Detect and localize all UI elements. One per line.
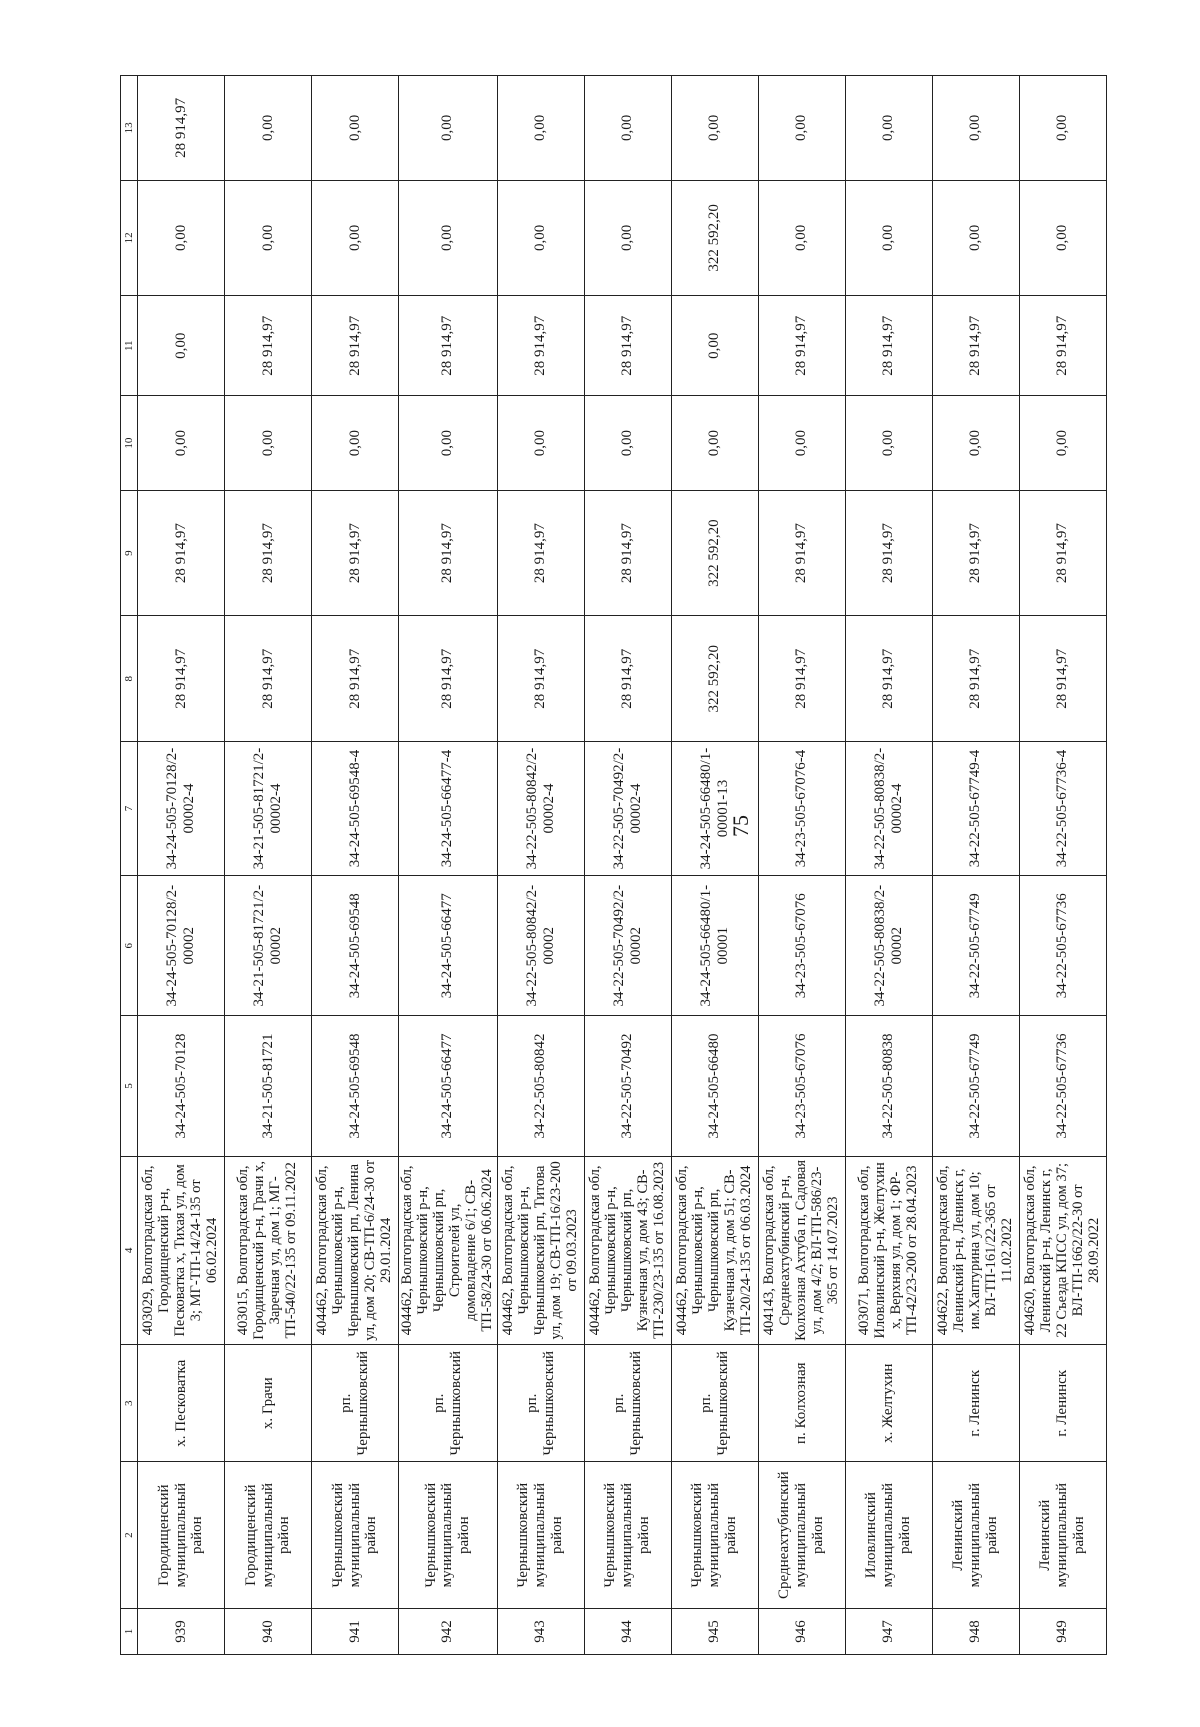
- rotated-sheet: [120, 75, 1102, 1655]
- amount-cell: 28 914,97: [225, 295, 312, 396]
- settlement-cell: рп. Чернышковский: [584, 1345, 671, 1462]
- row-number-cell: 941: [312, 1608, 399, 1654]
- amount-cell: 28 914,97: [758, 295, 845, 396]
- row-number-cell: 947: [845, 1608, 932, 1654]
- code-full-cell: 34-22-505-70492/2-00002-4: [584, 742, 671, 876]
- settlement-cell: г. Ленинск: [932, 1345, 1019, 1462]
- col-number: 4: [121, 1156, 138, 1344]
- amount-cell: 0,00: [138, 180, 225, 295]
- amount-cell: 0,00: [225, 180, 312, 295]
- district-cell: Городищенский муниципальный район: [225, 1462, 312, 1609]
- address-cell: 404462, Волгоградская обл, Чернышковский р-н, Чернышковский рп, Строителей ул, домовладение 6/1; СВ-ТП-58/24-30 от 06.06.2024: [399, 1156, 498, 1344]
- col-number: 8: [121, 616, 138, 742]
- code-sub-cell: 34-22-505-70492/2-00002: [584, 876, 671, 1016]
- code-cell: 34-22-505-70492: [584, 1016, 671, 1156]
- table-row: [845, 76, 932, 1655]
- table-row: [225, 76, 312, 1655]
- amount-cell: 0,00: [584, 76, 671, 181]
- amount-cell: 28 914,97: [584, 616, 671, 742]
- address-cell: 404622, Волгоградская обл, Ленинский р-н, Ленинск г, им.Хаптурина ул, дом 10; ВЛ-ТП-161/22-365 от 11.02.2022: [932, 1156, 1019, 1344]
- table-row: [932, 76, 1019, 1655]
- address-cell: 404620, Волгоградская обл, Ленинский р-н, Ленинск г, 22 Съезда КПСС ул, дом 37; ВЛ-ТП-1662/22-30 от 28.09.2022: [1019, 1156, 1106, 1344]
- code-sub-cell: 34-22-505-80842/2-00002: [497, 876, 584, 1016]
- amount-cell: 28 914,97: [932, 490, 1019, 616]
- district-cell: Чернышковский муниципальный район: [399, 1462, 498, 1609]
- amount-cell: 28 914,97: [932, 295, 1019, 396]
- amount-cell: 28 914,97: [584, 295, 671, 396]
- table-row: [758, 76, 845, 1655]
- settlement-cell: рп. Чернышковский: [671, 1345, 758, 1462]
- code-cell: 34-22-505-80838: [845, 1016, 932, 1156]
- code-full-cell: 34-22-505-80842/2-00002-4: [497, 742, 584, 876]
- amount-cell: 0,00: [845, 180, 932, 295]
- code-cell: 34-22-505-67749: [932, 1016, 1019, 1156]
- amount-cell: 0,00: [225, 76, 312, 181]
- amount-cell: 0,00: [399, 396, 498, 490]
- address-cell: 403071, Волгоградская обл, Иловлинский р-н, Желтухин х, Верхняя ул, дом 1; ФР-ТП-42/23-200 от 28.04.2023: [845, 1156, 932, 1344]
- district-cell: Среднеахтубинский муниципальный район: [758, 1462, 845, 1609]
- amount-cell: 28 914,97: [497, 490, 584, 616]
- col-number: 2: [121, 1462, 138, 1609]
- code-sub-cell: 34-24-505-69548: [312, 876, 399, 1016]
- col-number: 7: [121, 742, 138, 876]
- amount-cell: 28 914,97: [932, 616, 1019, 742]
- address-cell: 403029, Волгоградская обл, Городищенский р-н, Песковатка х, Тихая ул, дом 3; МГ-ТП-14/24-135 от 06.02.2024: [138, 1156, 225, 1344]
- address-cell: 404462, Волгоградская обл, Чернышковский р-н, Чернышковский рп, Кузнечная ул, дом 43; СВ-ТП-230/23-135 от 16.08.2023: [584, 1156, 671, 1344]
- settlement-cell: п. Колхозная: [758, 1345, 845, 1462]
- settlement-cell: х. Песковатка: [138, 1345, 225, 1462]
- code-full-cell: 34-24-505-70128/2-00002-4: [138, 742, 225, 876]
- col-number: 10: [121, 396, 138, 490]
- amount-cell: 0,00: [225, 396, 312, 490]
- amount-cell: 28 914,97: [312, 616, 399, 742]
- amount-cell: 0,00: [1019, 76, 1106, 181]
- settlement-cell: рп. Чернышковский: [497, 1345, 584, 1462]
- table-row: [671, 76, 758, 1655]
- code-full-cell: 34-23-505-67076-4: [758, 742, 845, 876]
- amount-cell: 0,00: [399, 180, 498, 295]
- amount-cell: 0,00: [312, 180, 399, 295]
- amount-cell: 0,00: [497, 180, 584, 295]
- row-number-cell: 948: [932, 1608, 1019, 1654]
- row-number-cell: 942: [399, 1608, 498, 1654]
- row-number-cell: 944: [584, 1608, 671, 1654]
- amount-cell: 28 914,97: [138, 616, 225, 742]
- amount-cell: 0,00: [932, 180, 1019, 295]
- code-cell: 34-24-505-69548: [312, 1016, 399, 1156]
- amount-cell: 28 914,97: [399, 490, 498, 616]
- code-cell: 34-24-505-70128: [138, 1016, 225, 1156]
- code-cell: 34-21-505-81721: [225, 1016, 312, 1156]
- amount-cell: 322 592,20: [671, 490, 758, 616]
- settlement-cell: г. Ленинск: [1019, 1345, 1106, 1462]
- code-sub-cell: 34-24-505-66480/1-00001: [671, 876, 758, 1016]
- col-number: 6: [121, 876, 138, 1016]
- amount-cell: 28 914,97: [399, 616, 498, 742]
- address-cell: 404462, Волгоградская обл, Чернышковский р-н, Чернышковский рп, Титова ул, дом 19; СВ-ТП-16/23-200 от 09.03.2023: [497, 1156, 584, 1344]
- amount-cell: 28 914,97: [845, 490, 932, 616]
- column-number-row: [121, 76, 138, 1655]
- amount-cell: 0,00: [845, 396, 932, 490]
- code-sub-cell: 34-23-505-67076: [758, 876, 845, 1016]
- col-number: 9: [121, 490, 138, 616]
- district-cell: Городищенский муниципальный район: [138, 1462, 225, 1609]
- code-cell: 34-22-505-67736: [1019, 1016, 1106, 1156]
- amount-cell: 28 914,97: [845, 616, 932, 742]
- amount-cell: 28 914,97: [1019, 616, 1106, 742]
- district-cell: Чернышковский муниципальный район: [312, 1462, 399, 1609]
- code-full-cell: 34-21-505-81721/2-00002-4: [225, 742, 312, 876]
- code-sub-cell: 34-22-505-67749: [932, 876, 1019, 1016]
- amount-cell: 28 914,97: [138, 490, 225, 616]
- col-number: 12: [121, 180, 138, 295]
- amount-cell: 0,00: [758, 396, 845, 490]
- table-row: [138, 76, 225, 1655]
- amount-cell: 0,00: [845, 76, 932, 181]
- code-sub-cell: 34-24-505-70128/2-00002: [138, 876, 225, 1016]
- code-full-cell: 34-24-505-66477-4: [399, 742, 498, 876]
- address-cell: 403015, Волгоградская обл, Городищенский р-н, Грачи х, Заречная ул, дом 1; МГ-ТП-540/22-135 от 09.11.2022: [225, 1156, 312, 1344]
- amount-cell: 0,00: [399, 76, 498, 181]
- code-full-cell: 34-22-505-80838/2-00002-4: [845, 742, 932, 876]
- table-body: [121, 76, 1107, 1655]
- district-cell: Ленинский муниципальный район: [1019, 1462, 1106, 1609]
- amount-cell: 28 914,97: [497, 295, 584, 396]
- district-cell: Чернышковский муниципальный район: [671, 1462, 758, 1609]
- amount-cell: 28 914,97: [497, 616, 584, 742]
- settlement-cell: рп. Чернышковский: [312, 1345, 399, 1462]
- code-sub-cell: 34-22-505-80838/2-00002: [845, 876, 932, 1016]
- amount-cell: 28 914,97: [845, 295, 932, 396]
- amount-cell: 28 914,97: [758, 616, 845, 742]
- row-number-cell: 949: [1019, 1608, 1106, 1654]
- amount-cell: 322 592,20: [671, 616, 758, 742]
- amount-cell: 0,00: [497, 76, 584, 181]
- amount-cell: 0,00: [1019, 396, 1106, 490]
- settlement-cell: х. Грачи: [225, 1345, 312, 1462]
- address-cell: 404143, Волгоградская обл, Среднеахтубинский р-н, Колхозная Ахтуба п, Садовая ул, дом 4/2; ВЛ-ТП-586/23-365 от 14.07.2023: [758, 1156, 845, 1344]
- amount-cell: 28 914,97: [1019, 295, 1106, 396]
- amount-cell: 0,00: [138, 396, 225, 490]
- amount-cell: 28 914,97: [138, 76, 225, 181]
- col-number: 1: [121, 1608, 138, 1654]
- row-number-cell: 939: [138, 1608, 225, 1654]
- address-cell: 404462, Волгоградская обл, Чернышковский р-н, Чернышковский рп, Кузнечная ул, дом 51; СВ-ТП-20/24-135 от 06.03.2024: [671, 1156, 758, 1344]
- code-sub-cell: 34-21-505-81721/2-00002: [225, 876, 312, 1016]
- amount-cell: 28 914,97: [758, 490, 845, 616]
- amount-cell: 28 914,97: [225, 616, 312, 742]
- amount-cell: 0,00: [932, 396, 1019, 490]
- amount-cell: 322 592,20: [671, 180, 758, 295]
- row-number-cell: 940: [225, 1608, 312, 1654]
- row-number-cell: 943: [497, 1608, 584, 1654]
- district-cell: Ленинский муниципальный район: [932, 1462, 1019, 1609]
- amount-cell: 0,00: [932, 76, 1019, 181]
- table-row: [312, 76, 399, 1655]
- amount-cell: 28 914,97: [1019, 490, 1106, 616]
- code-sub-cell: 34-24-505-66477: [399, 876, 498, 1016]
- amount-cell: 0,00: [312, 76, 399, 181]
- code-cell: 34-23-505-67076: [758, 1016, 845, 1156]
- col-number: 3: [121, 1345, 138, 1462]
- code-full-cell: 34-22-505-67749-4: [932, 742, 1019, 876]
- amount-cell: 0,00: [138, 295, 225, 396]
- amount-cell: 0,00: [671, 295, 758, 396]
- amount-cell: 28 914,97: [399, 295, 498, 396]
- amount-cell: 0,00: [671, 396, 758, 490]
- district-cell: Иловлинский муниципальный район: [845, 1462, 932, 1609]
- district-cell: Чернышковский муниципальный район: [584, 1462, 671, 1609]
- amount-cell: 0,00: [671, 76, 758, 181]
- table-row: [584, 76, 671, 1655]
- address-cell: 404462, Волгоградская обл, Чернышковский р-н, Чернышковский рп, Ленина ул, дом 20; СВ-ТП-6/24-30 от 29.01.2024: [312, 1156, 399, 1344]
- code-full-cell: 34-22-505-67736-4: [1019, 742, 1106, 876]
- code-cell: 34-24-505-66477: [399, 1016, 498, 1156]
- code-cell: 34-24-505-66480: [671, 1016, 758, 1156]
- code-sub-cell: 34-22-505-67736: [1019, 876, 1106, 1016]
- amount-cell: 0,00: [584, 180, 671, 295]
- code-cell: 34-22-505-80842: [497, 1016, 584, 1156]
- amount-cell: 28 914,97: [584, 490, 671, 616]
- code-full-cell: 34-24-505-69548-4: [312, 742, 399, 876]
- amount-cell: 0,00: [497, 396, 584, 490]
- amount-cell: 0,00: [758, 180, 845, 295]
- settlement-cell: х. Желтухин: [845, 1345, 932, 1462]
- col-number: 5: [121, 1016, 138, 1156]
- amount-cell: 0,00: [584, 396, 671, 490]
- amount-cell: 0,00: [312, 396, 399, 490]
- district-cell: Чернышковский муниципальный район: [497, 1462, 584, 1609]
- code-full-cell: 34-24-505-66480/1-00001-13: [671, 742, 758, 876]
- amount-cell: 0,00: [758, 76, 845, 181]
- col-number: 11: [121, 295, 138, 396]
- amount-cell: 0,00: [1019, 180, 1106, 295]
- table-row: [497, 76, 584, 1655]
- col-number: 13: [121, 76, 138, 181]
- amount-cell: 28 914,97: [312, 490, 399, 616]
- amount-cell: 28 914,97: [225, 490, 312, 616]
- amount-cell: 28 914,97: [312, 295, 399, 396]
- settlement-cell: рп. Чернышковский: [399, 1345, 498, 1462]
- registry-table: [120, 75, 1107, 1655]
- row-number-cell: 945: [671, 1608, 758, 1654]
- page-number: 75: [728, 815, 753, 837]
- row-number-cell: 946: [758, 1608, 845, 1654]
- table-row: [1019, 76, 1106, 1655]
- table-row: [399, 76, 498, 1655]
